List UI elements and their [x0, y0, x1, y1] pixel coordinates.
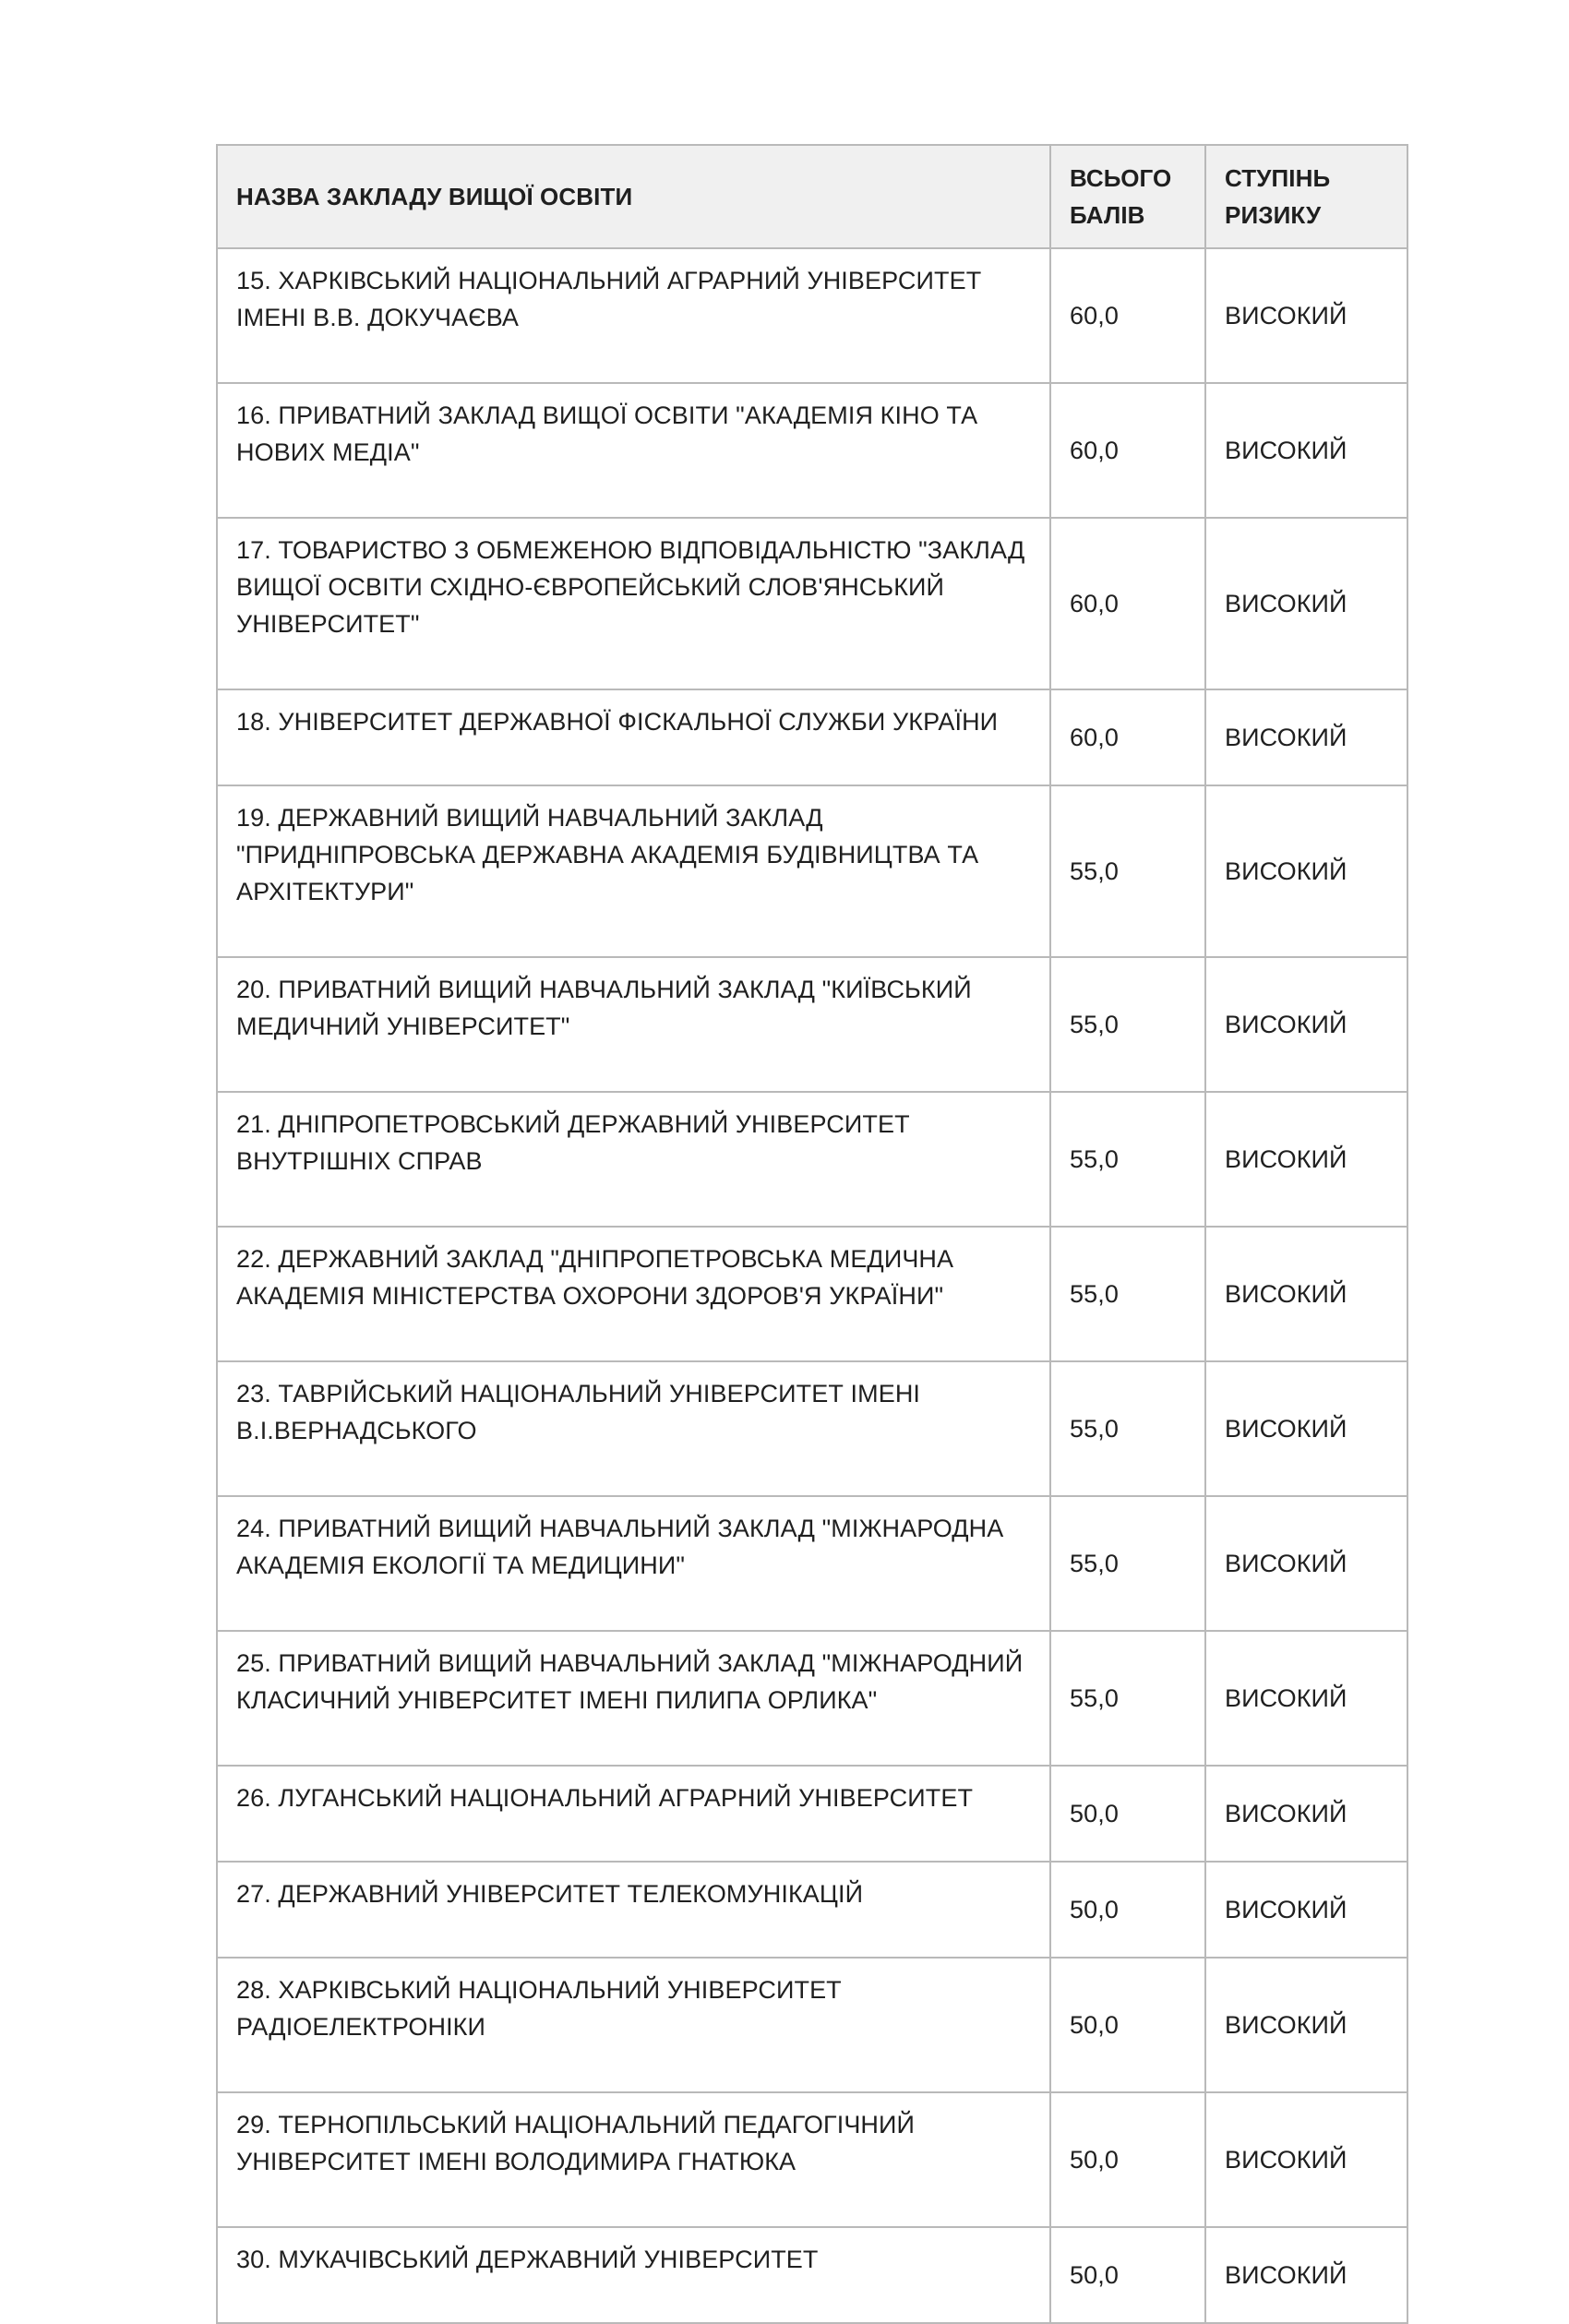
total-score: 60,0: [1050, 689, 1205, 785]
header-score: ВСЬОГО БАЛІВ: [1050, 145, 1205, 248]
total-score: 55,0: [1050, 1496, 1205, 1631]
table-row: [217, 2092, 1407, 2227]
risk-level: ВИСОКИЙ: [1205, 785, 1407, 957]
total-score: 60,0: [1050, 248, 1205, 383]
table-row: [217, 1862, 1407, 1958]
total-score: 50,0: [1050, 2227, 1205, 2323]
risk-level: ВИСОКИЙ: [1205, 248, 1407, 383]
table-row: [217, 248, 1407, 383]
header-risk: СТУПІНЬ РИЗИКУ: [1205, 145, 1407, 248]
total-score: 50,0: [1050, 1766, 1205, 1862]
institution-name: 19. ДЕРЖАВНИЙ ВИЩИЙ НАВЧАЛЬНИЙ ЗАКЛАД "ПРИДНІПРОВСЬКА ДЕРЖАВНА АКАДЕМІЯ БУДІВНИЦТВА ТА АРХІТЕКТУРИ": [217, 785, 1050, 957]
risk-level: ВИСОКИЙ: [1205, 2092, 1407, 2227]
risk-level: ВИСОКИЙ: [1205, 1958, 1407, 2092]
total-score: 55,0: [1050, 957, 1205, 1092]
table-row: [217, 383, 1407, 518]
table-row: [217, 957, 1407, 1092]
risk-table: [216, 144, 1408, 2324]
total-score: 55,0: [1050, 1092, 1205, 1227]
risk-level: ВИСОКИЙ: [1205, 957, 1407, 1092]
table-row: [217, 1766, 1407, 1862]
institution-name: 21. ДНІПРОПЕТРОВСЬКИЙ ДЕРЖАВНИЙ УНІВЕРСИТЕТ ВНУТРІШНІХ СПРАВ: [217, 1092, 1050, 1227]
total-score: 55,0: [1050, 785, 1205, 957]
total-score: 60,0: [1050, 383, 1205, 518]
table-row: [217, 1227, 1407, 1361]
institution-name: 18. УНІВЕРСИТЕТ ДЕРЖАВНОЇ ФІСКАЛЬНОЇ СЛУЖБИ УКРАЇНИ: [217, 689, 1050, 785]
risk-level: ВИСОКИЙ: [1205, 1227, 1407, 1361]
risk-level: ВИСОКИЙ: [1205, 518, 1407, 689]
risk-level: ВИСОКИЙ: [1205, 689, 1407, 785]
table-row: [217, 1361, 1407, 1496]
total-score: 55,0: [1050, 1227, 1205, 1361]
table-row: [217, 1958, 1407, 2092]
institution-name: 26. ЛУГАНСЬКИЙ НАЦІОНАЛЬНИЙ АГРАРНИЙ УНІВЕРСИТЕТ: [217, 1766, 1050, 1862]
institution-name: 23. ТАВРІЙСЬКИЙ НАЦІОНАЛЬНИЙ УНІВЕРСИТЕТ ІМЕНІ В.І.ВЕРНАДСЬКОГО: [217, 1361, 1050, 1496]
risk-level: ВИСОКИЙ: [1205, 1631, 1407, 1766]
institution-name: 22. ДЕРЖАВНИЙ ЗАКЛАД "ДНІПРОПЕТРОВСЬКА МЕДИЧНА АКАДЕМІЯ МІНІСТЕРСТВА ОХОРОНИ ЗДОРОВ'Я УКРАЇНИ": [217, 1227, 1050, 1361]
total-score: 60,0: [1050, 518, 1205, 689]
institution-name: 20. ПРИВАТНИЙ ВИЩИЙ НАВЧАЛЬНИЙ ЗАКЛАД "КИЇВСЬКИЙ МЕДИЧНИЙ УНІВЕРСИТЕТ": [217, 957, 1050, 1092]
total-score: 50,0: [1050, 1862, 1205, 1958]
table-row: [217, 1496, 1407, 1631]
total-score: 55,0: [1050, 1361, 1205, 1496]
institution-name: 25. ПРИВАТНИЙ ВИЩИЙ НАВЧАЛЬНИЙ ЗАКЛАД "МІЖНАРОДНИЙ КЛАСИЧНИЙ УНІВЕРСИТЕТ ІМЕНІ ПИЛИПА ОРЛИКА": [217, 1631, 1050, 1766]
total-score: 50,0: [1050, 1958, 1205, 2092]
table-body: [217, 248, 1407, 2323]
institution-name: 16. ПРИВАТНИЙ ЗАКЛАД ВИЩОЇ ОСВІТИ "АКАДЕМІЯ КІНО ТА НОВИХ МЕДІА": [217, 383, 1050, 518]
risk-level: ВИСОКИЙ: [1205, 2227, 1407, 2323]
total-score: 55,0: [1050, 1631, 1205, 1766]
table-row: [217, 689, 1407, 785]
institution-name: 28. ХАРКІВСЬКИЙ НАЦІОНАЛЬНИЙ УНІВЕРСИТЕТ РАДІОЕЛЕКТРОНІКИ: [217, 1958, 1050, 2092]
header-row: [217, 145, 1407, 248]
table-row: [217, 1631, 1407, 1766]
table-row: [217, 2227, 1407, 2323]
institution-name: 17. ТОВАРИСТВО З ОБМЕЖЕНОЮ ВІДПОВІДАЛЬНІСТЮ "ЗАКЛАД ВИЩОЇ ОСВІТИ СХІДНО-ЄВРОПЕЙСЬКИЙ СЛОВ'ЯНСЬКИЙ УНІВЕРСИТЕТ": [217, 518, 1050, 689]
institution-name: 27. ДЕРЖАВНИЙ УНІВЕРСИТЕТ ТЕЛЕКОМУНІКАЦІЙ: [217, 1862, 1050, 1958]
table-row: [217, 1092, 1407, 1227]
risk-level: ВИСОКИЙ: [1205, 1092, 1407, 1227]
risk-level: ВИСОКИЙ: [1205, 1361, 1407, 1496]
risk-level: ВИСОКИЙ: [1205, 383, 1407, 518]
risk-level: ВИСОКИЙ: [1205, 1496, 1407, 1631]
table-row: [217, 518, 1407, 689]
risk-level: ВИСОКИЙ: [1205, 1862, 1407, 1958]
institution-name: 30. МУКАЧІВСЬКИЙ ДЕРЖАВНИЙ УНІВЕРСИТЕТ: [217, 2227, 1050, 2323]
institution-name: 24. ПРИВАТНИЙ ВИЩИЙ НАВЧАЛЬНИЙ ЗАКЛАД "МІЖНАРОДНА АКАДЕМІЯ ЕКОЛОГІЇ ТА МЕДИЦИНИ": [217, 1496, 1050, 1631]
institution-name: 15. ХАРКІВСЬКИЙ НАЦІОНАЛЬНИЙ АГРАРНИЙ УНІВЕРСИТЕТ ІМЕНІ В.В. ДОКУЧАЄВА: [217, 248, 1050, 383]
risk-level: ВИСОКИЙ: [1205, 1766, 1407, 1862]
table-row: [217, 785, 1407, 957]
header-name: НАЗВА ЗАКЛАДУ ВИЩОЇ ОСВІТИ: [217, 145, 1050, 248]
table-header: [217, 145, 1407, 248]
total-score: 50,0: [1050, 2092, 1205, 2227]
institution-name: 29. ТЕРНОПІЛЬСЬКИЙ НАЦІОНАЛЬНИЙ ПЕДАГОГІЧНИЙ УНІВЕРСИТЕТ ІМЕНІ ВОЛОДИМИРА ГНАТЮКА: [217, 2092, 1050, 2227]
